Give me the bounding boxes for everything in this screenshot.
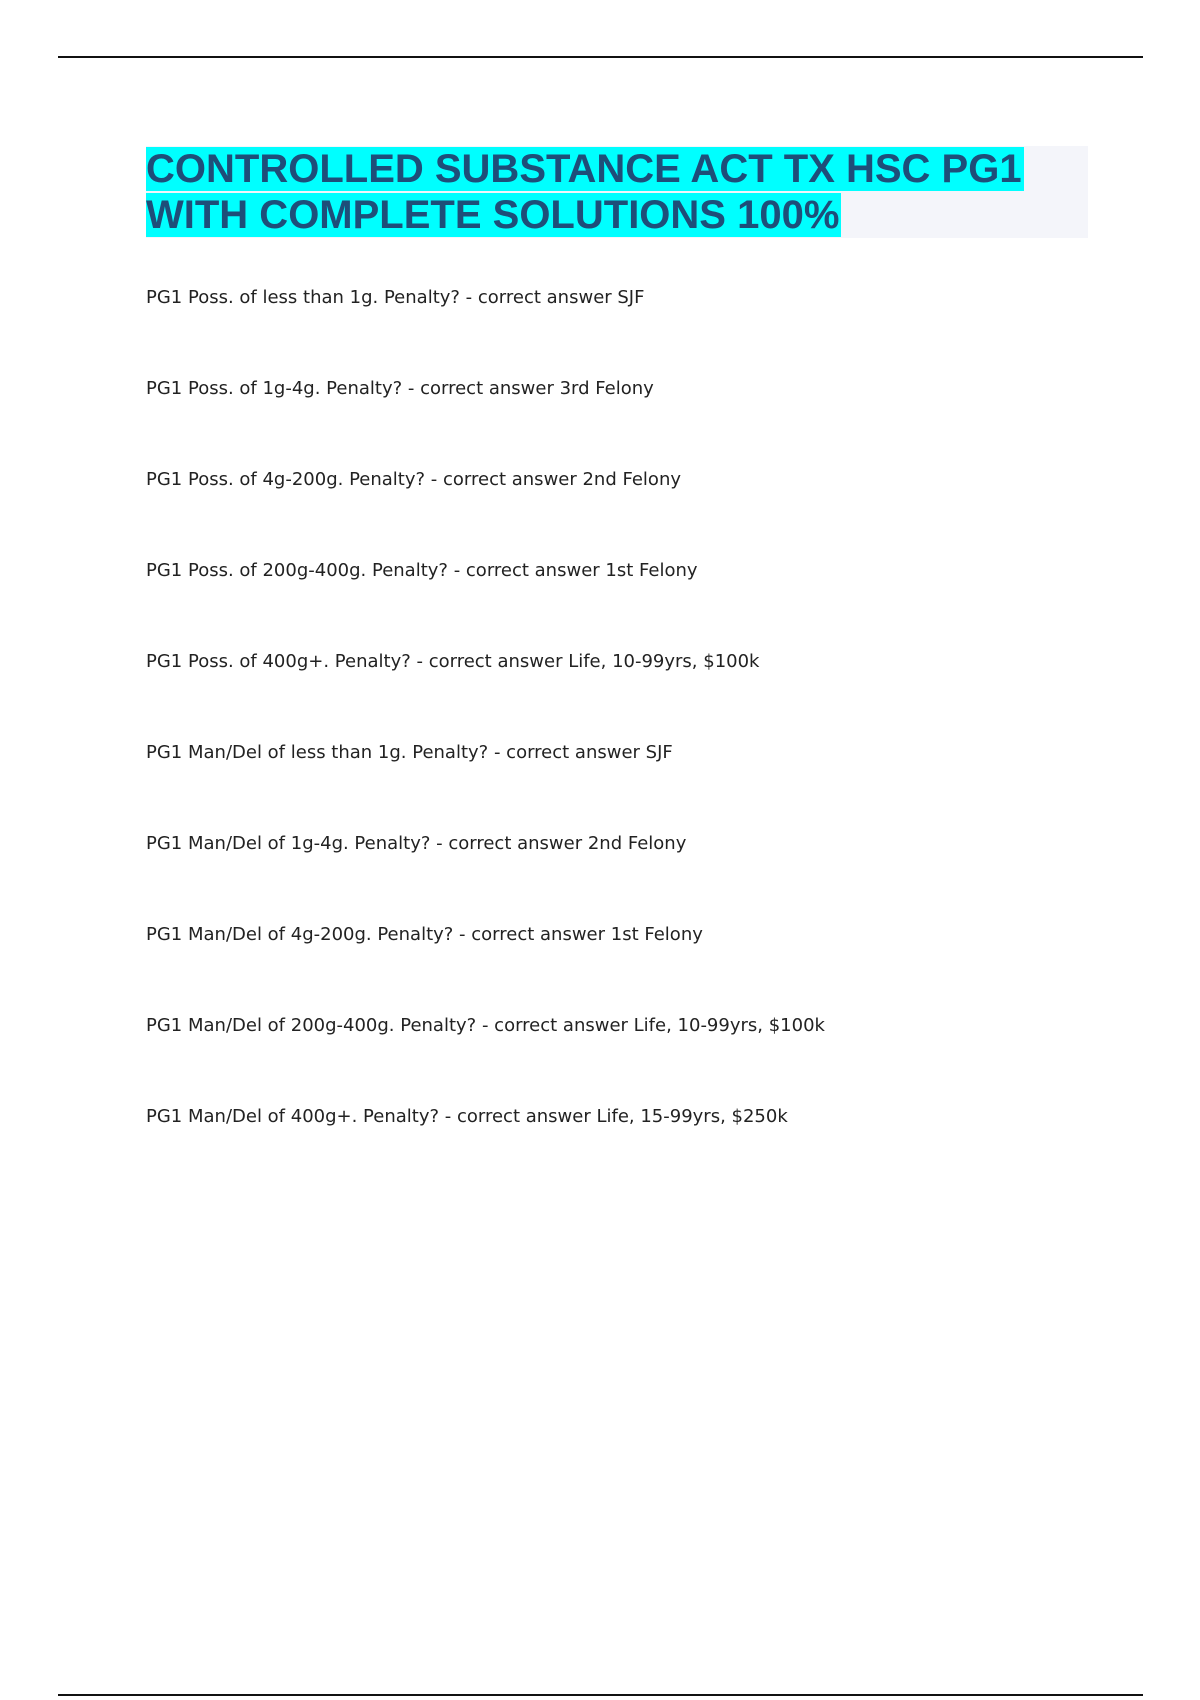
qa-item: PG1 Poss. of 200g-400g. Penalty? - correct answer 1st Felony bbox=[146, 560, 698, 581]
qa-item: PG1 Man/Del of less than 1g. Penalty? - correct answer SJF bbox=[146, 742, 673, 763]
qa-item: PG1 Poss. of less than 1g. Penalty? - correct answer SJF bbox=[146, 287, 645, 308]
qa-item: PG1 Man/Del of 4g-200g. Penalty? - correct answer 1st Felony bbox=[146, 924, 703, 945]
qa-item: PG1 Man/Del of 200g-400g. Penalty? - correct answer Life, 10-99yrs, $100k bbox=[146, 1015, 825, 1036]
title-line-1: CONTROLLED SUBSTANCE ACT TX HSC PG1 bbox=[146, 147, 1022, 191]
qa-item: PG1 Man/Del of 400g+. Penalty? - correct answer Life, 15-99yrs, $250k bbox=[146, 1106, 788, 1127]
document-title bbox=[146, 146, 1088, 238]
qa-item: PG1 Poss. of 400g+. Penalty? - correct answer Life, 10-99yrs, $100k bbox=[146, 651, 760, 672]
header-rule bbox=[58, 56, 1143, 58]
title-block bbox=[146, 146, 1088, 238]
title-line-2: WITH COMPLETE SOLUTIONS 100% bbox=[146, 193, 840, 237]
qa-item: PG1 Poss. of 1g-4g. Penalty? - correct answer 3rd Felony bbox=[146, 378, 654, 399]
qa-item: PG1 Poss. of 4g-200g. Penalty? - correct answer 2nd Felony bbox=[146, 469, 682, 490]
footer-rule bbox=[58, 1694, 1143, 1696]
qa-item: PG1 Man/Del of 1g-4g. Penalty? - correct answer 2nd Felony bbox=[146, 833, 687, 854]
qa-list bbox=[146, 284, 825, 1194]
